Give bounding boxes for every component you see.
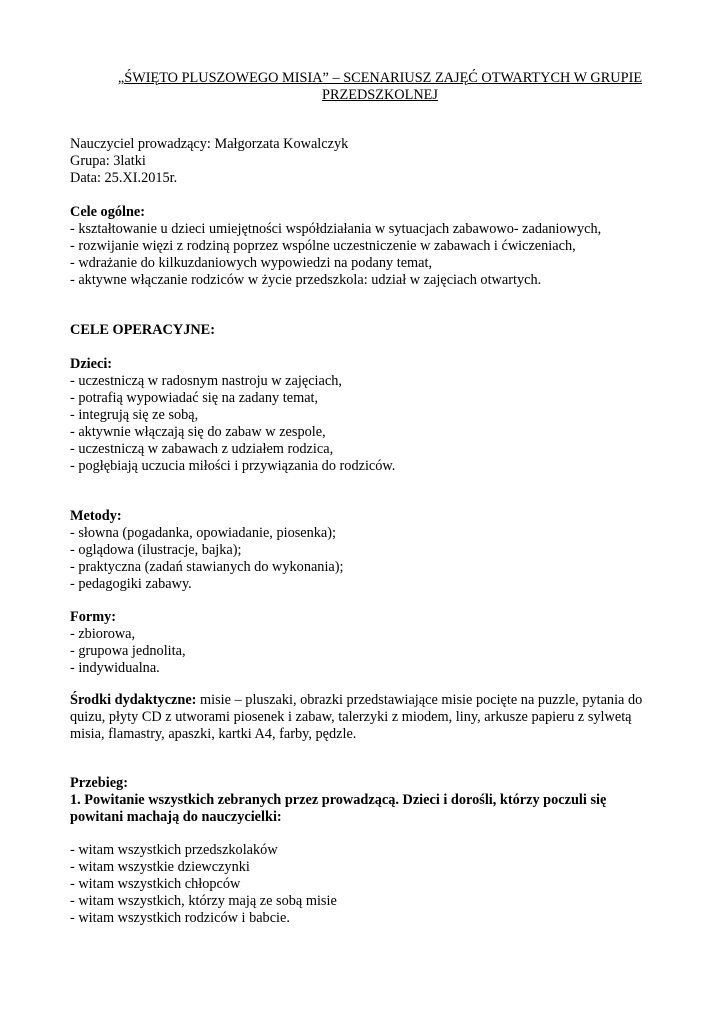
list-item: - oglądowa (ilustracje, bajka); xyxy=(70,542,242,558)
list-item: - słowna (pogadanka, opowiadanie, piosenka); xyxy=(70,525,337,541)
list-item: - pogłębiają uczucia miłości i przywiązania do rodziców. xyxy=(70,458,396,474)
list-item: - aktywne włączanie rodziców w życie przedszkola: udział w zajęciach otwartych. xyxy=(70,272,542,288)
list-item: - witam wszystkich chłopców xyxy=(70,876,241,892)
section-heading: Metody: xyxy=(70,508,122,524)
title-line: „ŚWIĘTO PLUSZOWEGO MISIA” – SCENARIUSZ ZAJĘĆ OTWARTYCH W GRUPIE xyxy=(117,70,643,86)
children-goals-section xyxy=(70,356,660,475)
teacher-line: Nauczyciel prowadzący: Małgorzata Kowalczyk xyxy=(70,136,349,152)
list-item: - pedagogiki zabawy. xyxy=(70,576,192,592)
step-heading: 1. Powitanie wszystkich zebranych przez prowadzącą. Dzieci i dorośli, którzy poczuli się powitani machają do nauczycielki: xyxy=(70,792,607,825)
list-item: - witam wszystkich rodziców i babcie. xyxy=(70,910,290,926)
greetings-list xyxy=(70,842,660,927)
teaching-aids-paragraph xyxy=(70,692,650,743)
course-section xyxy=(70,775,660,826)
date-line: Data: 25.XI.2015r. xyxy=(70,170,178,186)
title-line: PRZEDSZKOLNEJ xyxy=(322,87,438,103)
general-goals-section xyxy=(70,204,660,289)
list-item: - uczestniczą w zabawach z udziałem rodzica, xyxy=(70,441,334,457)
list-item: - witam wszystkie dziewczynki xyxy=(70,859,250,875)
list-item: - rozwijanie więzi z rodziną poprzez wspólne uczestniczenie w zabawach i ćwiczeniach, xyxy=(70,238,576,254)
list-item: - zbiorowa, xyxy=(70,626,136,642)
methods-section xyxy=(70,508,660,593)
lesson-info xyxy=(70,136,660,187)
list-item: - potrafią wypowiadać się na zadany temat, xyxy=(70,390,319,406)
list-item: - praktyczna (zadań stawianych do wykonania); xyxy=(70,559,344,575)
list-item: - uczestniczą w radosnym nastroju w zajęciach, xyxy=(70,373,342,389)
teaching-aids-text: misie – pluszaki, obrazki przedstawiające misie pocięte na puzzle, pytania do quizu, płyty CD z utworami piosenek i zabaw, talerzyki z miodem, liny, arkusze papieru z sylwetą misia, flamastry, apaszki, kartki A4, farby, pędzle. xyxy=(70,692,643,742)
list-item: - grupowa jednolita, xyxy=(70,643,186,659)
section-heading: Dzieci: xyxy=(70,356,113,372)
group-line: Grupa: 3latki xyxy=(70,153,146,169)
list-item: - witam wszystkich, którzy mają ze sobą misie xyxy=(70,893,337,909)
operational-goals-section xyxy=(70,322,660,339)
list-item: - aktywnie włączają się do zabaw w zespole, xyxy=(70,424,326,440)
list-item: - integrują się ze sobą, xyxy=(70,407,199,423)
section-heading: Środki dydaktyczne: xyxy=(70,692,197,708)
list-item: - kształtowanie u dzieci umiejętności współdziałania w sytuacjach zabawowo- zadaniowych, xyxy=(70,221,602,237)
document-title xyxy=(70,70,690,104)
list-item: - witam wszystkich przedszkolaków xyxy=(70,842,278,858)
section-heading: Formy: xyxy=(70,609,117,625)
list-item: - indywidualna. xyxy=(70,660,160,676)
section-heading: Przebieg: xyxy=(70,775,128,791)
forms-section xyxy=(70,609,660,677)
section-heading: CELE OPERACYJNE: xyxy=(70,322,215,338)
section-heading: Cele ogólne: xyxy=(70,204,146,220)
list-item: - wdrażanie do kilkuzdaniowych wypowiedzi na podany temat, xyxy=(70,255,433,271)
